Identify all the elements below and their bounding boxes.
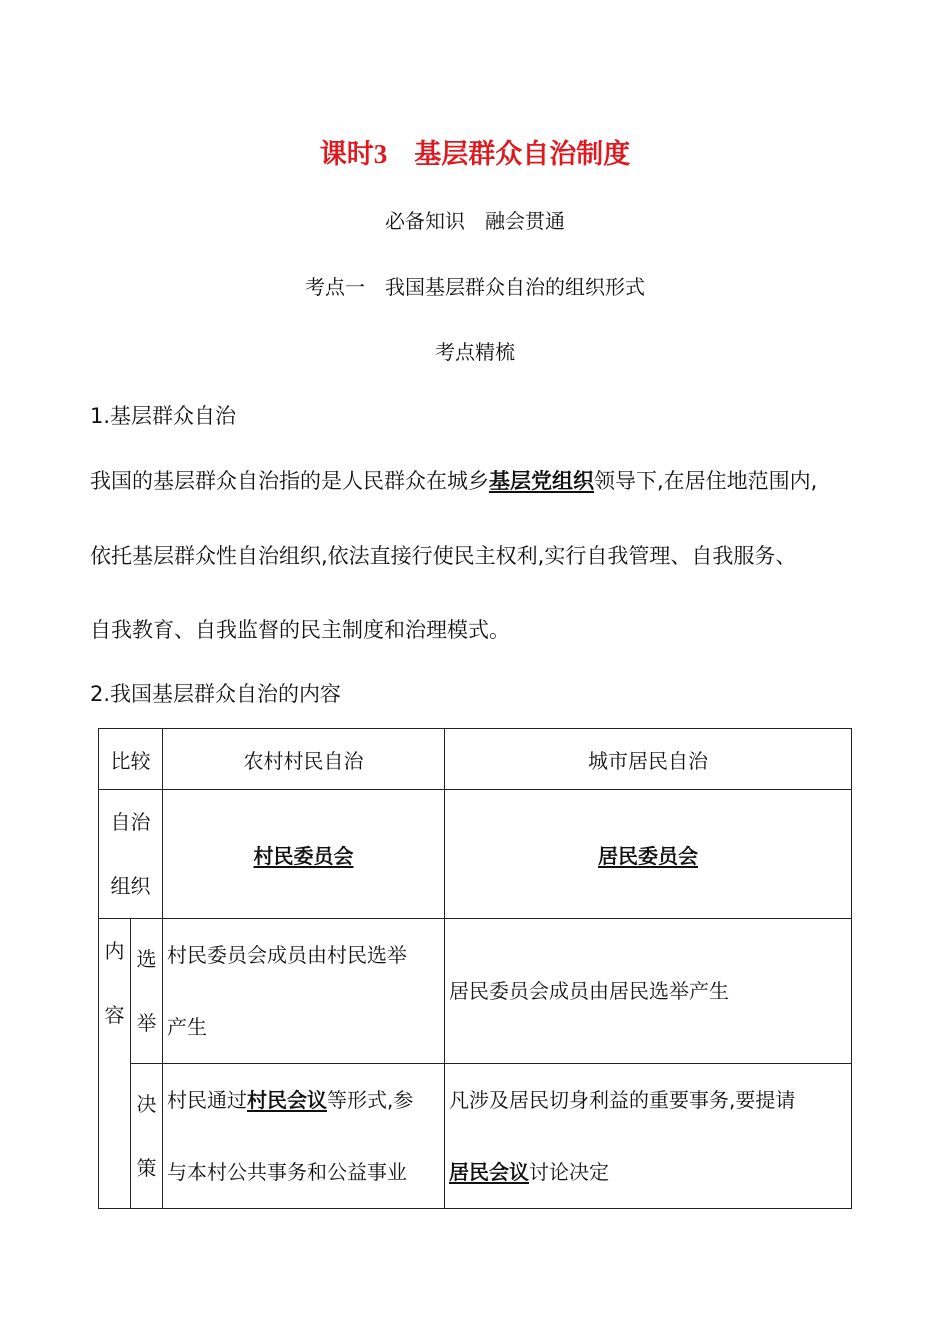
org-rural: 村民委员会 [163,790,445,919]
decision-label: 决 策 [131,1064,163,1209]
table-row [99,729,852,790]
comparison-table [98,728,852,1209]
table-row [99,919,852,1064]
table-row [99,790,852,919]
item1-paragraph-line-3: 自我教育、自我监督的民主制度和治理模式。 [90,618,510,642]
election-urban: 居民委员会成员由居民选举产生 [445,919,852,1064]
keyword-party-org: 基层党组织 [489,469,594,493]
topic-heading: 考点一 我国基层群众自治的组织形式 [305,275,645,299]
page-title [0,132,950,171]
election-rural: 村民委员会成员由村民选举 产生 [163,919,445,1064]
table-row [99,1064,852,1209]
title-number: 3 [373,139,388,169]
title-prefix: 课时 [319,139,374,170]
org-urban: 居民委员会 [445,790,852,919]
title-text: 基层群众自治制度 [414,139,631,170]
header-urban: 城市居民自治 [445,729,852,790]
header-rural: 农村村民自治 [163,729,445,790]
item1-paragraph-line-1: 我国的基层群众自治指的是人民群众在城乡基层党组织领导下,在居住地范围内, [90,469,818,493]
subsection-heading: 考点精梳 [435,340,515,364]
section-heading: 必备知识 融会贯通 [385,209,565,233]
item1-heading: 1.基层群众自治 [90,404,237,428]
decision-urban: 凡涉及居民切身利益的重要事务,要提请 居民会议讨论决定 [445,1064,852,1209]
decision-rural: 村民通过村民会议等形式,参 与本村公共事务和公益事业 [163,1064,445,1209]
election-label: 选 举 [131,919,163,1064]
header-compare: 比较 [99,729,163,790]
item2-heading: 2.我国基层群众自治的内容 [90,682,342,706]
org-label: 自治 组织 [99,790,163,919]
content-label: 内 容 [99,919,131,1209]
item1-paragraph-line-2: 依托基层群众性自治组织,依法直接行使民主权利,实行自我管理、自我服务、 [90,544,797,568]
